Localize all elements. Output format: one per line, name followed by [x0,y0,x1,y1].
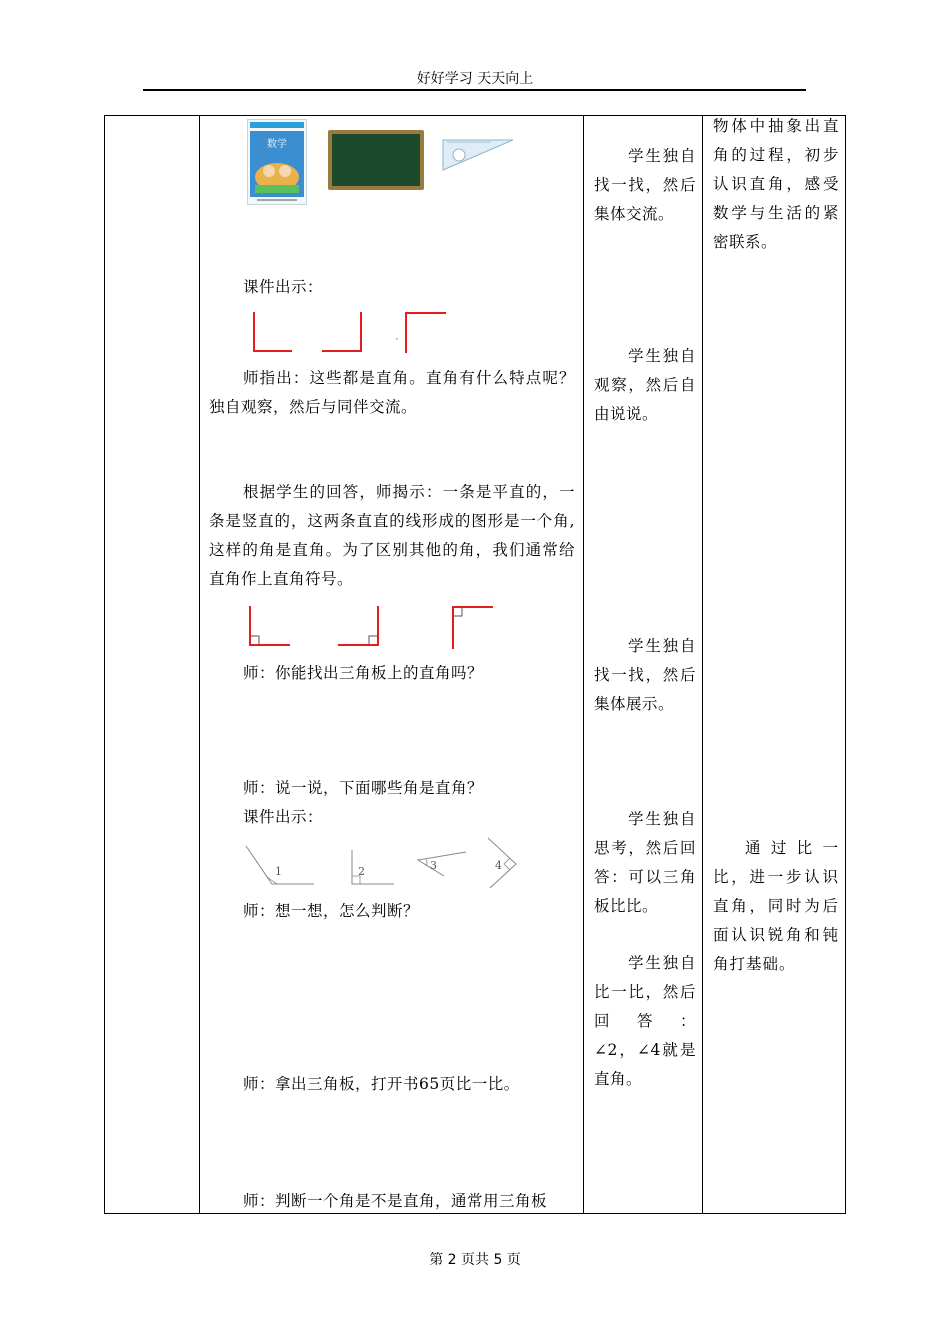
right-angle-symbol-mark [338,606,378,645]
angle-1-diagram [246,846,314,884]
angle-label: 4 [495,859,502,872]
math-textbook-image [247,119,307,205]
right-angle-symbol-mark [250,606,290,645]
teacher-find-triangle: 师：你能找出三角板上的直角吗？ [243,664,484,682]
design-intent-2: 通过比一比，进一步认识直角，同时为后面认识锐角和钝角打基础。 [713,839,839,973]
header-title: 好好学习 天天向上 [416,71,534,87]
angle-3-diagram [418,852,466,876]
angle-diagrams [244,836,524,888]
student-activity-1: 学生独自找一找，然后集体交流。 [594,147,696,223]
courseware-label-1: 课件出示： [243,278,324,296]
teacher-think-judge: 师：想一想，怎么判断？ [243,902,420,920]
teacher-judge-method: 师：判断一个角是不是直角，通常用三角板 [243,1192,548,1210]
right-angle-symbol-mark [453,607,493,649]
angle-2-diagram [352,850,394,884]
student-activity-5: 学生独自比一比，然后回 答 ：∠2，∠4就是直角。 [594,954,696,1088]
student-activity-2: 学生独自观察，然后自由说说。 [594,347,696,423]
textbook-title: 数学 [267,139,287,150]
column-divider [199,116,200,1213]
design-intent-1: 物体中抽象出直角的过程，初步认识直角，感受数学与生活的紧密联系。 [713,117,839,251]
teacher-take-triangle: 师：拿出三角板，打开书65页比一比。 [243,1075,520,1093]
triangle-ruler-image [441,136,515,172]
courseware-label-2: 课件出示： [243,808,324,826]
right-angles-row-1 [248,308,453,356]
teacher-reveal: 根据学生的回答，师揭示：一条是平直的，一条是竖直的，这两条直直的线形成的图形是一个角,这样的角是直角。为了区别其他的角，我们通常给直角作上直角符号。 [209,483,575,588]
right-angles-with-symbols [244,602,499,650]
column-divider [583,116,584,1213]
student-activity-4: 学生独自思考，然后回答：可以三角板比比。 [594,810,696,915]
teacher-which-right: 师：说一说，下面哪些角是直角？ [243,779,484,797]
page-footer: 第 2 页共 5 页 [429,1252,521,1268]
angle-4-diagram [488,838,516,888]
angle-label: 2 [358,865,365,878]
angle-label: 1 [275,865,282,878]
student-activity-3: 学生独自找一找，然后集体展示。 [594,637,696,713]
header-rule [143,89,806,91]
column-divider [702,116,703,1213]
blackboard-image [328,130,424,190]
angle-label: 3 [430,859,437,872]
teacher-point-out: 师指出：这些都是直角。直角有什么特点呢？独自观察，然后与同伴交流。 [209,369,575,416]
right-angle-mark [322,312,361,351]
right-angle-mark [254,312,292,351]
right-angle-mark [406,313,446,353]
